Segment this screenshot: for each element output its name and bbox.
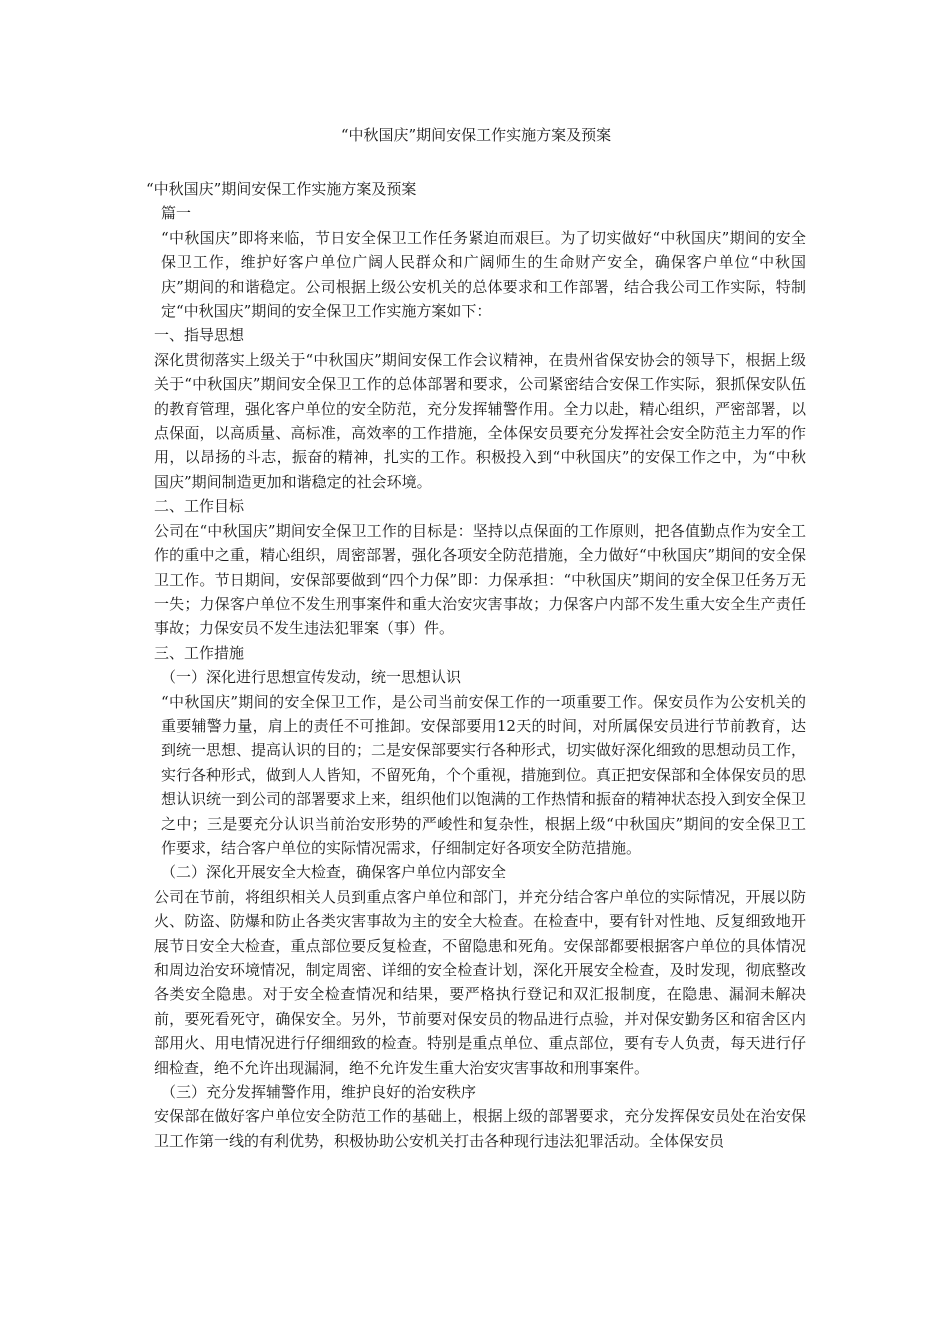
paragraph: 三、工作措施 xyxy=(154,643,245,662)
paragraph: 二、工作目标 xyxy=(154,497,245,516)
paragraph: 一、指导思想 xyxy=(154,326,245,345)
document-title: “中秋国庆”期间安保工作实施方案及预案 xyxy=(340,126,612,144)
paragraph: “中秋国庆”期间的安全保卫工作，是公司当前安保工作的一项重要工作。保安员作为公安机关的重要辅警力量，肩上的责任不可推卸。安保部要用12天的时间，对所属保安员进行节前教育，达到统一思想、提高认识的目的；二是安保部要实行各种形式，切实做好深化细致的思想动员工作，实行各种形式，做到人人皆知，不留死角，个个重视，措施到位。真正把安保部和全体保安员的思想认识统一到公司的部署要求上来，组织他们以饱满的工作热情和振奋的精神状态投入到安全保卫之中；三是要充分认识当前治安形势的严峻性和复杂性，根据上级“中秋国庆”期间的安全保卫工作要求，结合客户单位的实际情况需求，仔细制定好各项安全防范措施。 xyxy=(161,692,807,857)
paragraph: “中秋国庆”期间安保工作实施方案及预案 xyxy=(146,180,417,198)
paragraph: 公司在节前，将组织相关人员到重点客户单位和部门，并充分结合客户单位的实际情况，开展以防火、防盗、防爆和防止各类灾害事故为主的安全大检查。在检查中，要有针对性地、反复细致地开展节日安全大检查，重点部位要反复检查，不留隐患和死角。安保部都要根据客户单位的具体情况和周边治安环境情况，制定周密、详细的安全检查计划，深化开展安全检查，及时发现，彻底整改各类安全隐患。对于安全检查情况和结果，要严格执行登记和双汇报制度，在隐患、漏洞未解决前，要死看死守，确保安全。另外，节前要对保安员的物品进行点验，并对保安勤务区和宿舍区内部用火、用电情况进行仔细细致的检查。特别是重点单位、重点部位，要有专人负责，每天进行仔细检查，绝不允许出现漏洞，绝不允许发生重大治安灾害事故和刑事案件。 xyxy=(154,887,806,1077)
paragraph: 篇一 xyxy=(161,204,192,223)
paragraph: “中秋国庆”即将来临，节日安全保卫工作任务紧迫而艰巨。为了切实做好“中秋国庆”期间的安全保卫工作，维护好客户单位广阔人民群众和广阔师生的生命财产安全，确保客户单位“中秋国庆”期间的和谐稳定。公司根据上级公安机关的总体要求和工作部署，结合我公司工作实际，特制定“中秋国庆”期间的安全保卫工作实施方案如下： xyxy=(161,228,806,321)
paragraph: 安保部在做好客户单位安全防范工作的基础上，根据上级的部署要求，充分发挥保安员处在治安保卫工作第一线的有利优势，积极协助公安机关打击各种现行违法犯罪活动。全体保安员 xyxy=(154,1107,806,1150)
paragraph: （三）充分发挥辅警作用，维护良好的治安秩序 xyxy=(161,1083,477,1102)
paragraph: （一）深化进行思想宣传发动，统一思想认识 xyxy=(161,668,462,687)
paragraph: （二）深化开展安全大检查，确保客户单位内部安全 xyxy=(161,863,507,882)
document-body xyxy=(146,177,806,1153)
paragraph: 公司在“中秋国庆”期间安全保卫工作的目标是：坚持以点保面的工作原则，把各值勤点作为安全工作的重中之重，精心组织，周密部署，强化各项安全防范措施，全力做好“中秋国庆”期间的安全保卫工作。节日期间，安保部要做到“四个力保”即：力保承担：“中秋国庆”期间的安全保卫任务万无一失；力保客户单位不发生刑事案件和重大治安灾害事故；力保客户内部不发生重大安全生产责任事故；力保安员不发生违法犯罪案（事）件。 xyxy=(154,521,806,638)
paragraph: 深化贯彻落实上级关于“中秋国庆”期间安保工作会议精神，在贵州省保安协会的领导下，根据上级关于“中秋国庆”期间安全保卫工作的总体部署和要求，公司紧密结合安保工作实际，狠抓保安队伍的教育管理，强化客户单位的安全防范，充分发挥辅警作用。全力以赴，精心组织，严密部署，以点保面，以高质量、高标准，高效率的工作措施，全体保安员要充分发挥社会安全防范主力军的作用，以昂扬的斗志，振奋的精神，扎实的工作。积极投入到“中秋国庆”的安保工作之中，为“中秋国庆”期间制造更加和谐稳定的社会环境。 xyxy=(154,350,806,491)
